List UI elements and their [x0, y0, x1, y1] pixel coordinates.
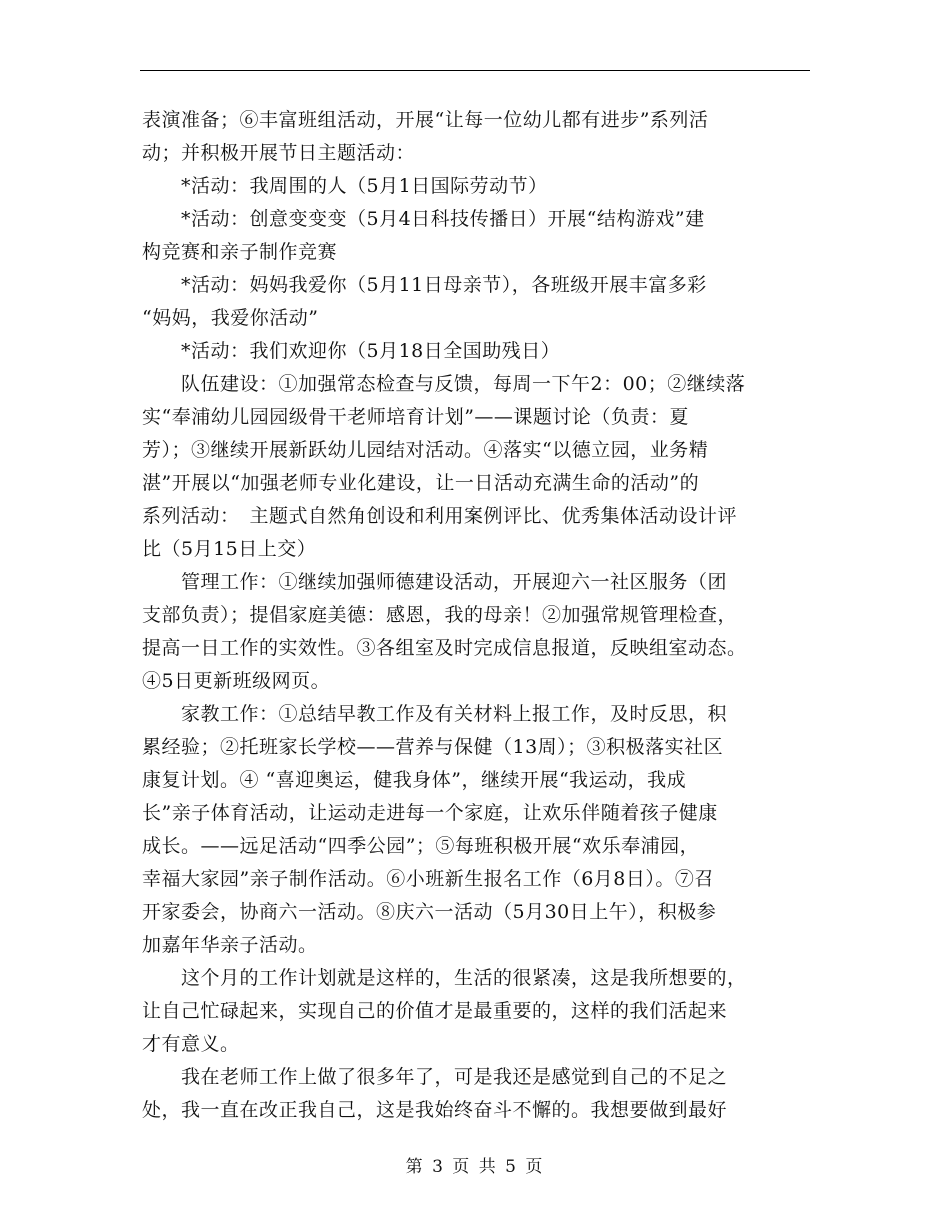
text-line: 实“奉浦幼儿园园级骨干老师培育计划”——课题讨论（负责：夏: [142, 406, 689, 428]
text-line: *活动：我周围的人（5月1日国际劳动节）: [142, 175, 548, 197]
text-line: 动；并积极开展节日主题活动：: [142, 142, 416, 164]
text-line: 才有意义。: [142, 1033, 240, 1055]
text-line: 这个月的工作计划就是这样的，生活的很紧凑，这是我所想要的，: [142, 967, 747, 989]
text-line: 让自己忙碌起来，实现自己的价值才是最重要的，这样的我们活起来: [142, 1000, 728, 1022]
text-line: 家教工作：①总结早教工作及有关材料上报工作，及时反思，积: [142, 703, 728, 725]
text-line: ④5日更新班级网页。: [142, 670, 331, 692]
text-line: 构竞赛和亲子制作竞赛: [142, 241, 338, 263]
text-line: “妈妈，我爱你活动”: [142, 307, 319, 329]
text-line: 表演准备；⑥丰富班组活动，开展“让每一位幼儿都有进步”系列活: [142, 109, 709, 131]
text-line: 加嘉年华亲子活动。: [142, 934, 318, 956]
text-line: 幸福大家园”亲子制作活动。⑥小班新生报名工作（6月8日）。⑦召: [142, 868, 714, 890]
text-line: 比（5月15日上交）: [142, 538, 317, 560]
text-line: 处，我一直在改正我自己，这是我始终奋斗不懈的。我想要做到最好: [142, 1099, 728, 1121]
text-line: *活动：妈妈我爱你（5月11日母亲节），各班级开展丰富多彩: [142, 274, 707, 296]
text-line: 我在老师工作上做了很多年了，可是我还是感觉到自己的不足之: [142, 1066, 728, 1088]
text-line: 队伍建设：①加强常态检查与反馈，每周一下午2：00；②继续落: [142, 373, 746, 395]
text-line: 成长。——远足活动“四季公园”；⑤每班积极开展“欢乐奉浦园，: [142, 835, 700, 857]
text-line: *活动：我们欢迎你（5月18日全国助残日）: [142, 340, 561, 362]
document-body: [142, 104, 810, 1127]
page-number: 第 3 页 共 5 页: [405, 1157, 545, 1177]
text-line: 芳）；③继续开展新跃幼儿园结对活动。④落实“以德立园，业务精: [142, 439, 709, 461]
text-line: 开家委会，协商六一活动。⑧庆六一活动（5月30日上午），积极参: [142, 901, 717, 923]
text-line: 支部负责）；提倡家庭美德：感恩，我的母亲！②加强常规管理检查，: [142, 604, 738, 626]
text-line: 提高一日工作的实效性。③各组室及时完成信息报道，反映组室动态。: [142, 637, 747, 659]
header-rule: [140, 70, 810, 71]
text-line: 湛”开展以“加强老师专业化建设，让一日活动充满生命的活动”的: [142, 472, 700, 494]
text-line: 累经验；②托班家长学校——营养与保健（13周）；③积极落实社区: [142, 736, 724, 758]
text-line: 长”亲子体育活动，让运动走进每一个家庭，让欢乐伴随着孩子健康: [142, 802, 718, 824]
text-line: 系列活动： 主题式自然角创设和利用案例评比、优秀集体活动设计评: [142, 505, 738, 527]
text-line: 管理工作：①继续加强师德建设活动，开展迎六一社区服务（团: [142, 571, 728, 593]
text-line: *活动：创意变变变（5月4日科技传播日）开展“结构游戏”建: [142, 208, 705, 230]
text-line: 康复计划。④ “喜迎奥运，健我身体”，继续开展“我运动，我成: [142, 769, 687, 791]
